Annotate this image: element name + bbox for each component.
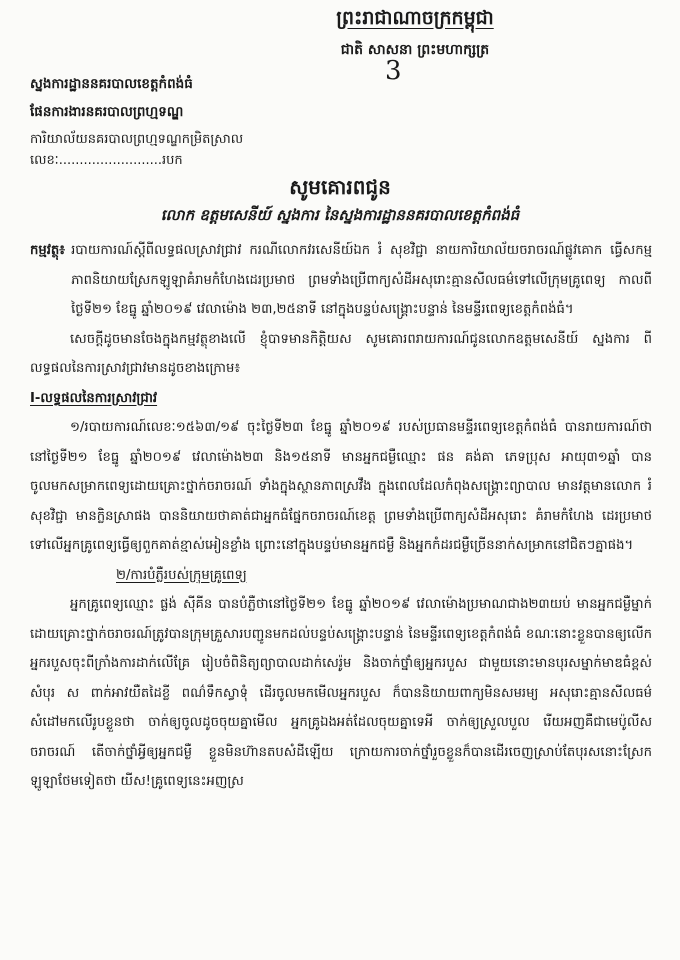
authority-line-1: ស្នងការដ្ឋាននគរបាលខេត្តកំពង់ធំ bbox=[30, 76, 193, 92]
authority-line-3: ការិយាល័យនគរបាលព្រហ្មទណ្ឌកម្រិតស្រាល bbox=[30, 132, 244, 147]
point-2-paragraph: អ្នកគ្រូពេទ្យឈ្មោះ ផ្លង់ ស៊ីគីន បានបំភ្លឺថានៅថ្ងៃទី២១ ខែធ្នូ ឆ្នាំ២០១៩ វេលាម៉ោងប្រមាណជាង២៣យប់ មានអ្នកជម្ងឺម្នាក់ដោយគ្រោះថ្នាក់ចរាចរណ៍ត្រូវបានក្រុមគ្រួសារបញ្ជូនមកដល់បន្ទប់សង្គ្រោះបន្ទាន់ នៃមន្ទីរពេទ្យខេត្តកំពង់ធំ ខណៈនោះខ្លួនបានឲ្យលើកអ្នករបួសចុះពីក្រាំងការដាក់លើគ្រែ រៀបចំពិនិត្យព្យាបាលដាក់សេរ៉ូម និងចាក់ថ្នាំឲ្យអ្នករបួស ជាមួយនោះមានបុរសម្នាក់មាឌធំខ្ពស់ សំបុរ ស ពាក់អាវយឺតដៃខ្លី ពណ៌ទឹកស្វាទុំ ដើរចូលមកមើលអ្នករបួស ក៏បាននិយាយពាក្យមិនសមរម្យ អសុរោះគ្មានសីលធម៌សំដៅមកលើរូបខ្លួនថា ចាក់ឲ្យចូលដូចចុយគ្នាមើល អ្នកគ្រូឯងអត់ដែលចុយគ្នាទេអី ចាក់ឲ្យស្រួលបួល រើយអញគឺជាមេប៉ូលីសចរាចរណ៍ តើចាក់ថ្នាំអ្វីឲ្យអ្នកជម្ងឺ ខ្លួនមិនហ៊ានតបសំដីឡើយ ក្រោយការចាក់ថ្នាំរួចខ្លួនក៏បានដើរចេញស្រាប់តែបុរសនោះស្រែកឡូឡាថែមទៀតថា យីស!គ្រូពេទ្យនេះអញស្រ bbox=[30, 597, 652, 789]
document-number: លេខៈ.........................របក bbox=[30, 153, 183, 168]
section-1-heading: I-លទ្ធផលនៃការស្រាវជ្រាវ bbox=[30, 390, 158, 406]
point-2-heading: ២/ការបំភ្លឺរបស់ក្រុមគ្រូពេទ្យ bbox=[116, 567, 247, 583]
subject-block bbox=[30, 236, 652, 325]
greeting: សូមគោរពជូន bbox=[289, 175, 391, 199]
section-1-wrapper bbox=[30, 384, 652, 414]
authority-line-2: ផែនការងារនគរបាលព្រហ្មទណ្ឌ bbox=[30, 104, 184, 120]
intro-paragraph: សេចក្តីដូចមានចែងក្នុងកម្មវត្ថុខាងលើ ខ្ញុំបាទមានកិត្តិយស សូមគោរពរាយការណ៍ជូនលោកឧត្តមសេនីយ៍ ស្នងការ ពីលទ្ធផលនៃការស្រាវជ្រាវមានដូចខាងក្រោម៖ bbox=[30, 331, 652, 376]
point-1-paragraph: ១/របាយការណ៍លេខៈ១៥៦៣/១៩ ចុះថ្ងៃទី២៣ ខែធ្នូ ឆ្នាំ២០១៩ របស់ប្រធានមន្ទីរពេទ្យខេត្តកំពង់ធំ បានរាយការណ៍ថា នៅថ្ងៃទី២១ ខែធ្នូ ឆ្នាំ២០១៩ វេលាម៉ោង២៣ និង១៥នាទី មានអ្នកជម្ងឺឈ្មោះ ផន គង់គា ភេទប្រុស អាយុ៣១ឆ្នាំ បានចូលមកសម្រាកពេទ្យដោយគ្រោះថ្នាក់ចរាចរណ៍ ទាំងក្នុងស្ថានភាពស្រវឹង ក្នុងពេលដែលកំពុងសង្គ្រោះព្យាបាល មានវត្តមានលោក រំ សុខវិជ្ជា មានក្លិនស្រាផង បាននិយាយថាគាត់ជាអ្នកធំផ្នែកចរាចរណ៍ខេត្ត ព្រមទាំងប្រើពាក្យសំដីអសុរោះ គំរាមកំហែង ដេរប្រមាថទៅលើអ្នកគ្រូពេទ្យធ្វើឲ្យពួកគាត់ខ្មាស់អៀនខ្លាំង ព្រោះនៅក្នុងបន្ទប់មានអ្នកជម្ងឺ និងអ្នកកំដរជម្ងឺច្រើននាក់សម្រាកនៅជិតៗគ្នាផង។ bbox=[30, 420, 652, 553]
national-motto: ជាតិ សាសនា ព្រះមហាក្សត្រ bbox=[340, 42, 490, 58]
motto-ornament: 3 bbox=[385, 56, 402, 86]
addressee: លោក ឧត្តមសេនីយ៍ ស្នងការ នៃស្នងការដ្ឋាននគរបាលខេត្តកំពង់ធំ bbox=[160, 206, 520, 224]
issuing-authority bbox=[30, 70, 300, 154]
kingdom-heading: ព្រះរាជាណាចក្រកម្ពុជា bbox=[336, 7, 494, 29]
letter-body bbox=[30, 236, 652, 797]
subject-text: របាយការណ៍ស្តីពីលទ្ធផលស្រាវជ្រាវ ករណីលោកវរសេនីយ៍ឯក រំ សុខវិជ្ជា នាយការិយាល័យចរាចរណ៍ផ្លូវគោក ធ្វើសកម្មភាពនិយាយស្រែកឡូឡាគំរាមកំហែងដេរប្រមាថ ព្រមទាំងប្រើពាក្យសំដីអសុរោះគ្មានសីលធម៌ទៅលើក្រុមគ្រូពេទ្យ កាលពីថ្ងៃទី២១ ខែធ្នូ ឆ្នាំ២០១៩ វេលាម៉ោង ២៣,២៥នាទី នៅក្នុងបន្ទប់សង្គ្រោះបន្ទាន់ នៃមន្ទីរពេទ្យខេត្តកំពង់ធំ។ bbox=[71, 243, 652, 317]
subject-label: កម្មវត្ថុ៖ bbox=[30, 243, 66, 258]
